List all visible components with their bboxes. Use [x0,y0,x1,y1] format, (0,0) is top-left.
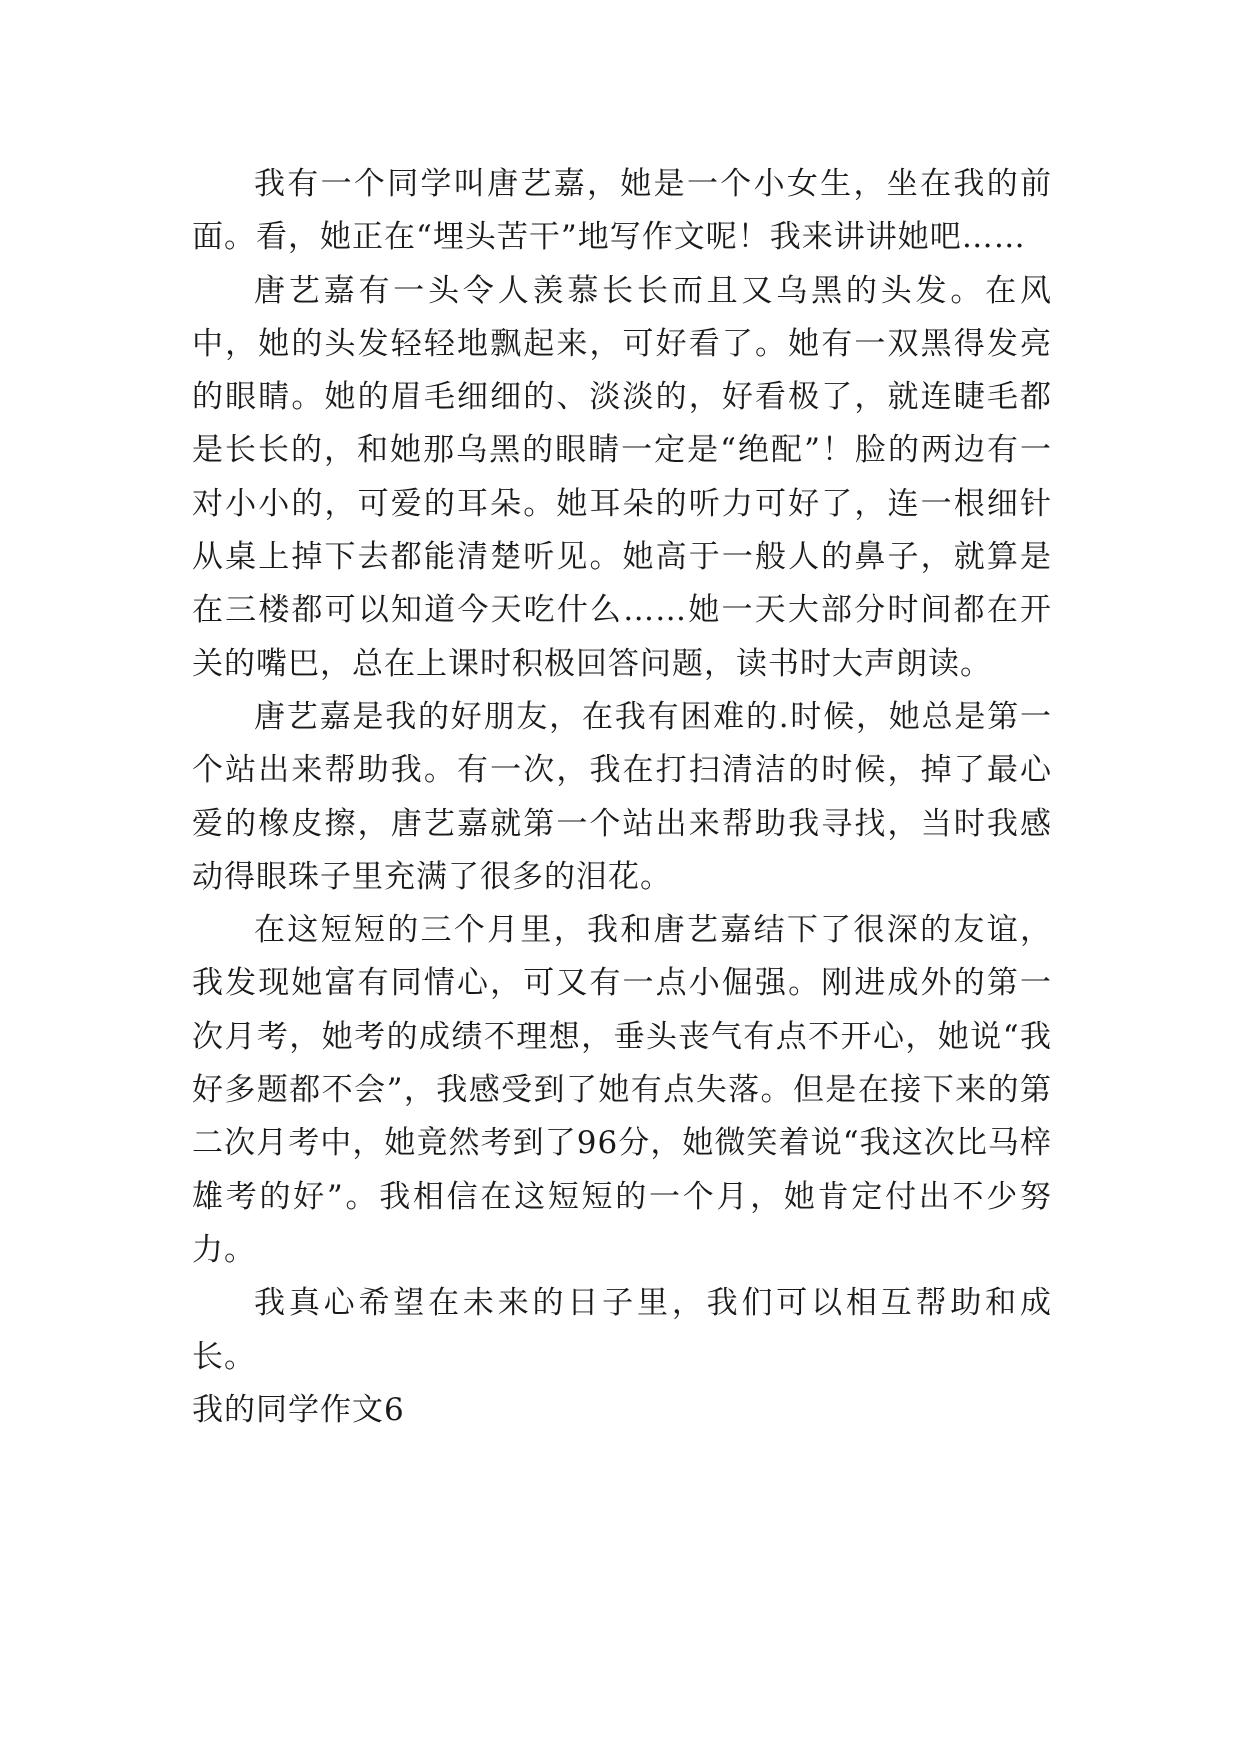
next-essay-heading: 我的同学作文6 [192,1391,405,1428]
essay-body [192,158,1052,1437]
paragraph-5: 我真心希望在未来的日子里，我们可以相互帮助和成长。 [192,1285,1052,1375]
paragraph-3: 唐艺嘉是我的好朋友，在我有困难的.时候，她总是第一个站出来帮助我。有一次，我在打扫清洁的时候，掉了最心爱的橡皮擦，唐艺嘉就第一个站出来帮助我寻找，当时我感动得眼珠子里充满了很多的泪花。 [192,698,1052,895]
paragraph-4: 在这短短的三个月里，我和唐艺嘉结下了很深的友谊，我发现她富有同情心，可又有一点小倔强。刚进成外的第一次月考，她考的成绩不理想，垂头丧气有点不开心，她说“我好多题都不会”，我感受到了她有点失落。但是在接下来的第二次月考中，她竟然考到了96分，她微笑着说“我这次比马梓雄考的好”。我相信在这短短的一个月，她肯定付出不少努力。 [192,912,1052,1268]
paragraph-2: 唐艺嘉有一头令人羡慕长长而且又乌黑的头发。在风中，她的头发轻轻地飘起来，可好看了。她有一双黑得发亮的眼睛。她的眉毛细细的、淡淡的，好看极了，就连睫毛都是长长的，和她那乌黑的眼睛一定是“绝配”！脸的两边有一对小小的，可爱的耳朵。她耳朵的听力可好了，连一根细针从桌上掉下去都能清楚听见。她高于一般人的鼻子，就算是在三楼都可以知道今天吃什么……她一天大部分时间都在开关的嘴巴，总在上课时积极回答问题，读书时大声朗读。 [192,272,1052,682]
paragraph-1: 我有一个同学叫唐艺嘉，她是一个小女生，坐在我的前面。看，她正在“埋头苦干”地写作文呢！我来讲讲她吧…… [192,166,1052,256]
